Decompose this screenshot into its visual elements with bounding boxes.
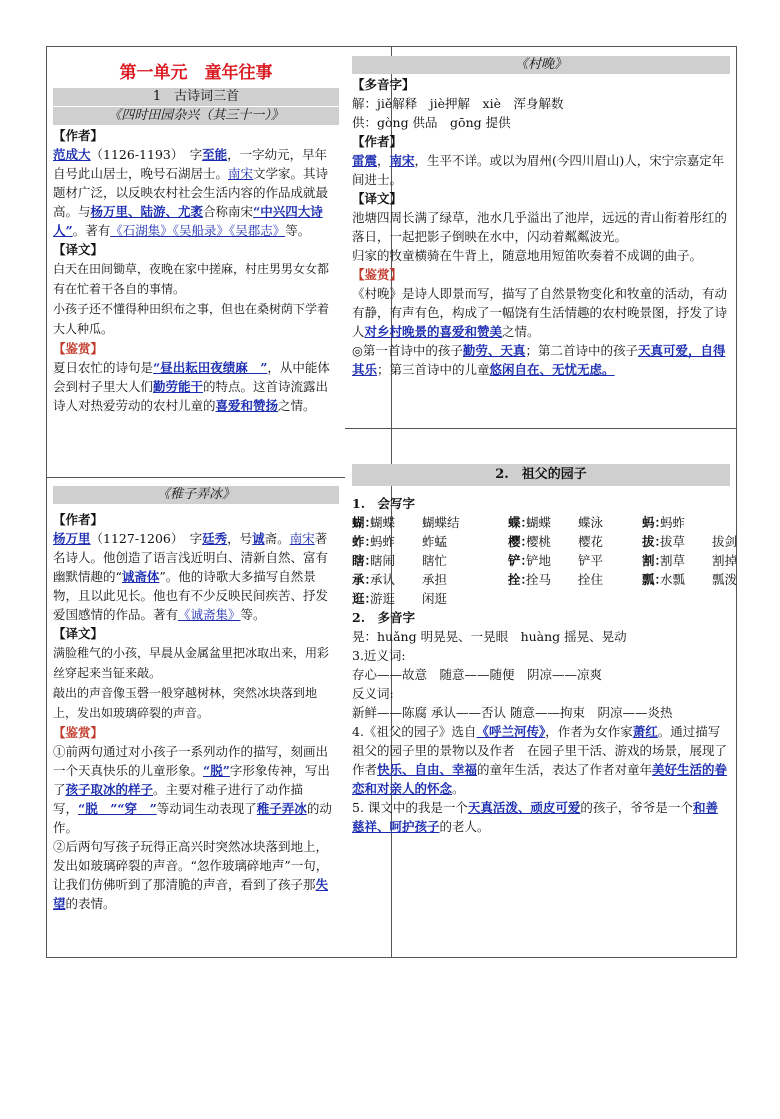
poem3-cell: [352, 55, 730, 379]
author-name: 范成大: [53, 147, 91, 162]
poly-head: 2. 多音字: [352, 610, 416, 625]
poem2-trans-head: 【译文】: [53, 626, 104, 641]
poem1-author: 范成大（1126-1193） 字至能，一字幼元，早年自号此山居士，晚号石湖居士。南宋文学家。其诗题材广泛，以反映农村社会生活内容的作品成就最高。与杨万里、陆游、尤袤合称南宋“中兴四大诗人”。著有《石湖集》《吴船录》《吴郡志》等。: [53, 147, 329, 238]
poem1-trans-1: 白天在田间锄草，夜晚在家中搓麻，村庄男男女女都有在忙着干各自的事情。: [53, 262, 330, 296]
poem1-appreciation: 夏日农忙的诗句是“昼出耘田夜绩麻 ”，从中能体会到村子里大人们勤劳能干的特点。这首诗流露出诗人对热爱劳动的农村儿童的喜爱和赞扬之情。: [53, 360, 330, 413]
ant-head: 反义词:: [352, 686, 394, 701]
poem2-trans-1: 满脸稚气的小孩，早晨从金属盆里把冰取出来，用彩丝穿起来当钲来敲。: [53, 646, 330, 680]
poem3-poly-1: 解：jiě解释 jiè押解 xiè 浑身解数: [352, 96, 564, 111]
poem3-author-head: 【作者】: [352, 134, 403, 149]
lesson2-title: 2. 祖父的园子: [352, 464, 730, 486]
unit-title: 第一单元 童年往事: [119, 63, 273, 83]
poem1-appr-head: 【鉴赏】: [53, 341, 104, 356]
item-4: 4.《祖父的园子》选自《呼兰河传》，作者为女作家萧红。通过描写祖父的园子里的景物以及作者 在园子里干活、游戏的场景，展现了作者快乐、自由、幸福的童年生活，表达了作者对童年美好生活的眷恋和对亲人的怀念。: [352, 724, 728, 796]
poem2-appreciation-1: ①前两句通过对小孩子一系列动作的描写，刻画出一个天真快乐的儿童形象。“脱”字形象传神，写出了孩子取冰的样子。主要对稚子进行了动作描写，“脱 ”“穿 ”等动词生动表现了稚子弄冰的动作。: [53, 744, 332, 835]
poem3-author: 雷震，南宋，生平不详。或以为眉州(今四川眉山)人，宋宁宗嘉定年间进士。: [352, 153, 725, 187]
poem3-title: 《村晚》: [352, 56, 730, 74]
poem1-title: 《四时田园杂兴（其三十一）》: [53, 107, 339, 125]
poem3-trans-1: 池塘四周长满了绿草，池水几乎溢出了池岸，远远的青山衔着彤红的落日，一起把影子倒映在水中，闪动着粼粼波光。: [352, 210, 728, 244]
lesson1-title: 1 古诗词三首: [53, 88, 339, 106]
poem1-author-head: 【作者】: [53, 128, 104, 143]
poem2-appreciation-2: ②后两句写孩子玩得正高兴时突然冰块落到地上，发出如玻璃碎裂的声音。“忽作玻璃碎地声”一句，让我们仿佛听到了那清脆的声音，看到了孩子那失望的表情。: [53, 839, 329, 911]
poems-comparison: ◎第一首诗中的孩子勤劳、天真；第二首诗中的孩子天真可爱，自得其乐；第三首诗中的儿童悠闲自在、无忧无虑。: [352, 343, 726, 377]
item-5: 5. 课文中的我是一个天真活泼、顽皮可爱的孩子，爷爷是一个和善慈祥、呵护孩子的老人。: [352, 800, 718, 834]
poem3-appr-head: 【鉴赏】: [352, 267, 403, 282]
poem2-cell: [53, 485, 339, 913]
write-chars-grid: 蝴： 蝴蝶 蝴蝶结 蝶： 蝴蝶 蝶泳 蚂： 蚂蚱 蚱： 蚂蚱 蚱蜢 樱： 樱桃 樱花 拔： 拔草 拔剑 瞎： 瞎闹 瞎忙 铲： 铲地 铲平 割： 割草 割掉 承： 承认 承担 拴： 拴马 拴住 瓢： 水瓢 瓢泼 逛： 游逛 闲逛: [352, 515, 738, 606]
poem1-trans-head: 【译文】: [53, 242, 104, 257]
syn-line: 存心——故意 随意——随便 阴凉——凉爽: [352, 667, 603, 682]
poem3-poly-2: 供：gòng 供品 gōng 提供: [352, 115, 511, 130]
poem1-cell: [53, 61, 339, 415]
poem1-trans-2: 小孩子还不懂得种田织布之事，但也在桑树荫下学着大人种瓜。: [53, 302, 330, 336]
poem2-author-head: 【作者】: [53, 512, 104, 527]
row-divider-left: [47, 477, 345, 478]
page-table: [46, 46, 737, 958]
poly-line: 晃：huǎng 明晃晃、一晃眼 huàng 摇晃、晃动: [352, 629, 627, 644]
poem3-trans-2: 归家的牧童横骑在牛背上，随意地用短笛吹奏着不成调的曲子。: [352, 248, 703, 263]
poem3-poly-head: 【多音字】: [352, 77, 415, 92]
poem2-appr-head: 【鉴赏】: [53, 725, 104, 740]
syn-head: 3.近义词:: [352, 648, 406, 663]
row-divider-right: [345, 428, 736, 429]
write-chars-head: 1. 会写字: [352, 496, 416, 511]
lesson2-cell: [352, 463, 738, 836]
poem2-author: 杨万里（1127-1206） 字廷秀，号诚斋。南宋著名诗人。他创造了语言浅近明白、清新自然、富有幽默情趣的“诚斋体”。他的诗歌大多描写自然景物，且以此见长。他也有不少反映民间疾苦、抒发爱国感情的作品。著有《诚斋集》等。: [53, 531, 329, 622]
poem2-title: 《稚子弄冰》: [53, 486, 339, 504]
poem2-trans-2: 敲出的声音像玉磬一般穿越树林，突然冰块落到地上，发出如玻璃碎裂的声音。: [53, 686, 318, 720]
poem3-appreciation: 《村晚》是诗人即景而写，描写了自然景物变化和牧童的活动，有动有静，有声有色，构成了一幅饶有生活情趣的农村晚景图，抒发了诗人对乡村晚景的喜爱和赞美之情。: [352, 286, 728, 339]
poem3-trans-head: 【译文】: [352, 191, 403, 206]
ant-line: 新鲜——陈腐 承认——否认 随意——拘束 阴凉——炎热: [352, 705, 673, 720]
